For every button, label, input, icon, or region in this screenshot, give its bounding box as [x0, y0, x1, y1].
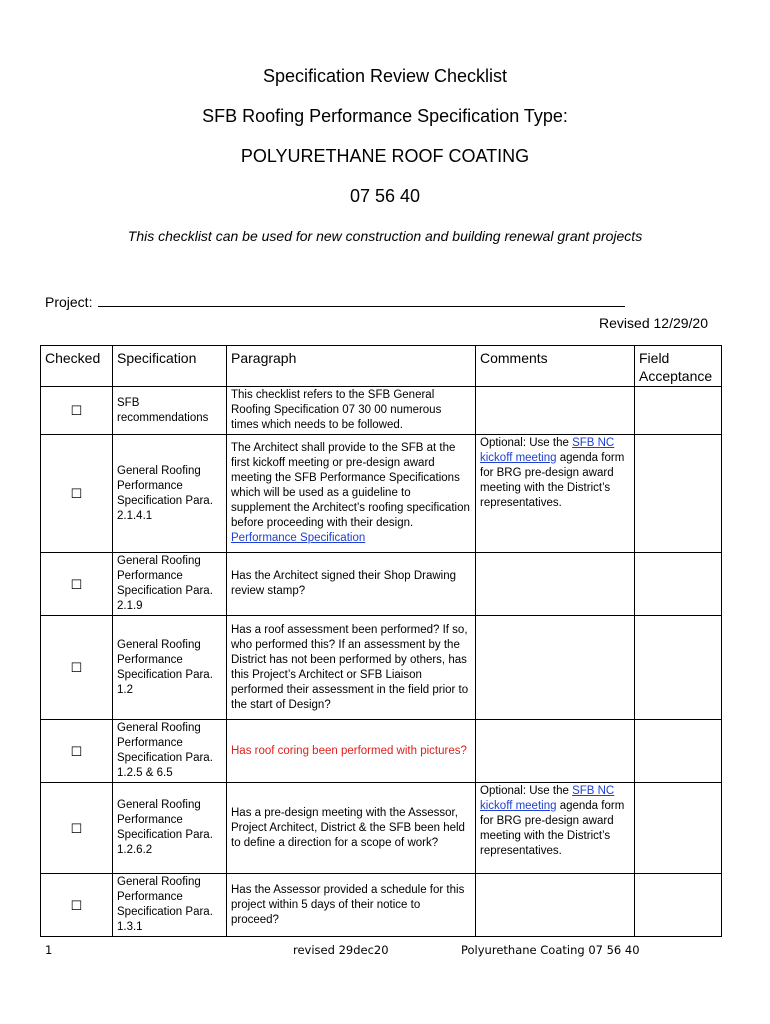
header-field-acceptance: Field Acceptance — [635, 346, 722, 387]
field-acceptance-cell[interactable] — [635, 874, 722, 937]
checklist-table — [40, 345, 722, 937]
field-acceptance-cell[interactable] — [635, 553, 722, 616]
checkbox[interactable]: ☐ — [41, 783, 113, 874]
header-paragraph: Paragraph — [227, 346, 476, 387]
paragraph-cell: Has the Architect signed their Shop Drawing review stamp? — [227, 553, 476, 616]
field-acceptance-cell[interactable] — [635, 435, 722, 553]
table-row — [41, 874, 722, 937]
spec-code: 07 56 40 — [349, 186, 421, 206]
table-row — [41, 783, 722, 874]
project-input-line[interactable] — [98, 292, 625, 307]
spec-cell: General Roofing Performance Specification Para. 1.3.1 — [113, 874, 227, 937]
table-row — [41, 553, 722, 616]
comments-cell[interactable] — [476, 616, 635, 720]
comment-text: agenda form for BRG pre-design award meeting with the District’s representatives. — [480, 800, 625, 857]
table-row — [41, 720, 722, 783]
project-label: Project: — [45, 294, 93, 310]
checkbox[interactable]: ☐ — [41, 553, 113, 616]
spec-cell: General Roofing Performance Specification Para. 2.1.9 — [113, 553, 227, 616]
coating-heading: POLYURETHANE ROOF COATING — [240, 146, 530, 166]
comments-cell[interactable] — [476, 874, 635, 937]
paragraph-cell — [227, 435, 476, 553]
comments-cell[interactable] — [476, 387, 635, 435]
field-acceptance-cell[interactable] — [635, 720, 722, 783]
sfb-kickoff-meeting-link[interactable]: SFB NC kickoff meeting — [480, 437, 615, 464]
sfb-kickoff-meeting-link[interactable]: SFB NC kickoff meeting — [480, 785, 615, 812]
table-header-row — [41, 346, 722, 387]
checkbox[interactable]: ☐ — [41, 616, 113, 720]
checkbox[interactable]: ☐ — [41, 720, 113, 783]
document-title: Specification Review Checklist — [262, 66, 508, 86]
header-comments: Comments — [476, 346, 635, 387]
page-number: 1 — [45, 943, 53, 957]
checkbox[interactable]: ☐ — [41, 387, 113, 435]
header-specification: Specification — [113, 346, 227, 387]
spec-cell: General Roofing Performance Specification Para. 2.1.4.1 — [113, 435, 227, 553]
comments-cell[interactable] — [476, 553, 635, 616]
performance-specification-link[interactable]: Performance Specification — [231, 532, 366, 544]
field-acceptance-cell[interactable] — [635, 783, 722, 874]
checkbox[interactable]: ☐ — [41, 435, 113, 553]
comment-text: agenda form for BRG pre-design award meeting with the District’s representatives. — [480, 452, 625, 509]
spec-cell: SFB recommendations — [113, 387, 227, 435]
spec-cell: General Roofing Performance Specification Para. 1.2 — [113, 616, 227, 720]
project-field — [45, 292, 625, 310]
comments-cell[interactable] — [476, 720, 635, 783]
spec-cell: General Roofing Performance Specification Para. 1.2.6.2 — [113, 783, 227, 874]
table-row — [41, 616, 722, 720]
header-checked: Checked — [41, 346, 113, 387]
paragraph-text: The Architect shall provide to the SFB at the first kickoff meeting or pre-design award meeting the SFB Performance Specifications which will be used as a guideline to supplement the Architect’s roofing specification before proceeding with their design. — [231, 442, 470, 529]
paragraph-cell: Has a roof assessment been performed? If so, who performed this? If an assessment by the District has not been performed by others, has this Project’s Architect or SFB Liaison performed their assessment in the field prior to the start of Design? — [227, 616, 476, 720]
spec-cell: General Roofing Performance Specification Para. 1.2.5 & 6.5 — [113, 720, 227, 783]
spec-type-heading: SFB Roofing Performance Specification Type: — [202, 106, 568, 126]
paragraph-cell: This checklist refers to the SFB General Roofing Specification 07 30 00 numerous times which needs to be followed. — [227, 387, 476, 435]
paragraph-cell: Has the Assessor provided a schedule for this project within 5 days of their notice to proceed? — [227, 874, 476, 937]
paragraph-cell: Has a pre-design meeting with the Assessor, Project Architect, District & the SFB been held to define a direction for a scope of work? — [227, 783, 476, 874]
table-row — [41, 435, 722, 553]
field-acceptance-cell[interactable] — [635, 387, 722, 435]
revised-date: Revised 12/29/20 — [599, 315, 708, 331]
field-acceptance-cell[interactable] — [635, 616, 722, 720]
footer-document-name: Polyurethane Coating 07 56 40 — [461, 943, 640, 957]
footer-revised: revised 29dec20 — [293, 943, 389, 957]
table-row — [41, 387, 722, 435]
comments-cell[interactable] — [476, 783, 635, 874]
comment-text: Optional: Use the — [480, 437, 569, 449]
comment-text: Optional: Use the — [480, 785, 569, 797]
comments-cell[interactable] — [476, 435, 635, 553]
checklist-subtitle: This checklist can be used for new construction and building renewal grant projects — [127, 228, 643, 244]
paragraph-cell: Has roof coring been performed with pictures? — [227, 720, 476, 783]
checkbox[interactable]: ☐ — [41, 874, 113, 937]
